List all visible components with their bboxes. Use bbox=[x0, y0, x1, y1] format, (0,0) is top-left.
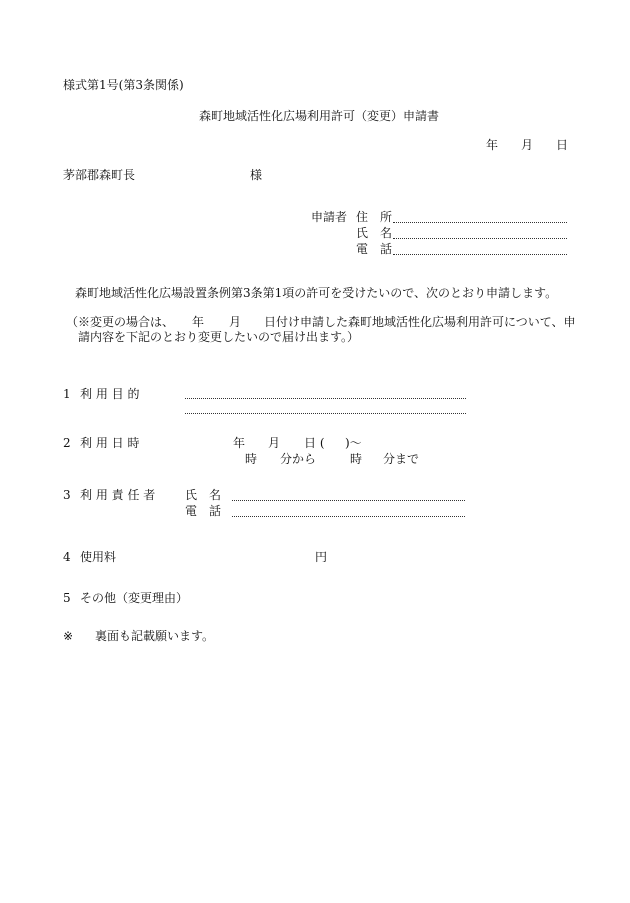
change-note-month: 月 bbox=[229, 315, 242, 329]
responsible-phone-field[interactable] bbox=[232, 516, 465, 517]
responsible-phone-label: 電 話 bbox=[185, 504, 222, 518]
purpose-field-line-1[interactable] bbox=[185, 398, 466, 399]
date-year-label: 年 bbox=[486, 138, 499, 152]
change-note-suffix: 日付け申請した森町地域活性化広場利用許可について、申 bbox=[264, 315, 576, 329]
item-4-label: 使用料 bbox=[80, 550, 117, 564]
datetime-weekday-close: )～ bbox=[345, 436, 362, 450]
page-title: 森町地域活性化広場利用許可（変更）申請書 bbox=[199, 109, 440, 123]
datetime-day-label: 日 ( bbox=[304, 436, 325, 450]
item-2-label: 利 用 日 時 bbox=[80, 436, 140, 450]
applicant-phone-field[interactable] bbox=[393, 254, 567, 255]
item-4-number: 4 bbox=[63, 550, 71, 564]
change-note-prefix: （※変更の場合は、 bbox=[66, 315, 175, 329]
applicant-name-label: 氏 名 bbox=[356, 226, 393, 240]
datetime-minute-until-label: 分まで bbox=[383, 452, 420, 466]
item-2-number: 2 bbox=[63, 436, 71, 450]
footnote-text: 裏面も記載願います。 bbox=[95, 629, 215, 643]
applicant-name-field[interactable] bbox=[393, 238, 567, 239]
datetime-minute-from-label: 分から bbox=[280, 452, 317, 466]
applicant-address-label: 住 所 bbox=[356, 210, 393, 224]
change-note-year: 年 bbox=[192, 315, 205, 329]
datetime-hour-until-label: 時 bbox=[350, 452, 363, 466]
application-statement: 森町地域活性化広場設置条例第3条第1項の許可を受けたいので、次のとおり申請します。 bbox=[75, 286, 558, 300]
datetime-hour-from-label: 時 bbox=[245, 452, 258, 466]
datetime-month-label: 月 bbox=[268, 436, 281, 450]
item-1-label: 利 用 目 的 bbox=[80, 387, 140, 401]
applicant-phone-label: 電 話 bbox=[356, 242, 393, 256]
responsible-name-field[interactable] bbox=[232, 500, 465, 501]
item-5-label: その他（変更理由） bbox=[80, 591, 189, 605]
fee-unit: 円 bbox=[315, 550, 328, 564]
purpose-field-line-2[interactable] bbox=[185, 413, 466, 414]
item-1-number: 1 bbox=[63, 387, 71, 401]
applicant-label: 申請者 bbox=[311, 210, 348, 224]
date-day-label: 日 bbox=[556, 138, 569, 152]
item-3-label: 利 用 責 任 者 bbox=[80, 488, 156, 502]
item-3-number: 3 bbox=[63, 488, 71, 502]
responsible-name-label: 氏 名 bbox=[185, 488, 222, 502]
form-number: 様式第1号(第3条関係) bbox=[63, 78, 184, 92]
footnote-mark: ※ bbox=[63, 629, 74, 643]
addressee-honorific: 様 bbox=[250, 168, 263, 182]
applicant-address-field[interactable] bbox=[393, 222, 567, 223]
date-month-label: 月 bbox=[521, 138, 534, 152]
addressee-name: 茅部郡森町長 bbox=[63, 168, 136, 182]
datetime-year-label: 年 bbox=[233, 436, 246, 450]
change-note-line2: 請内容を下記のとおり変更したいので届け出ます。） bbox=[78, 330, 360, 344]
item-5-number: 5 bbox=[63, 591, 71, 605]
